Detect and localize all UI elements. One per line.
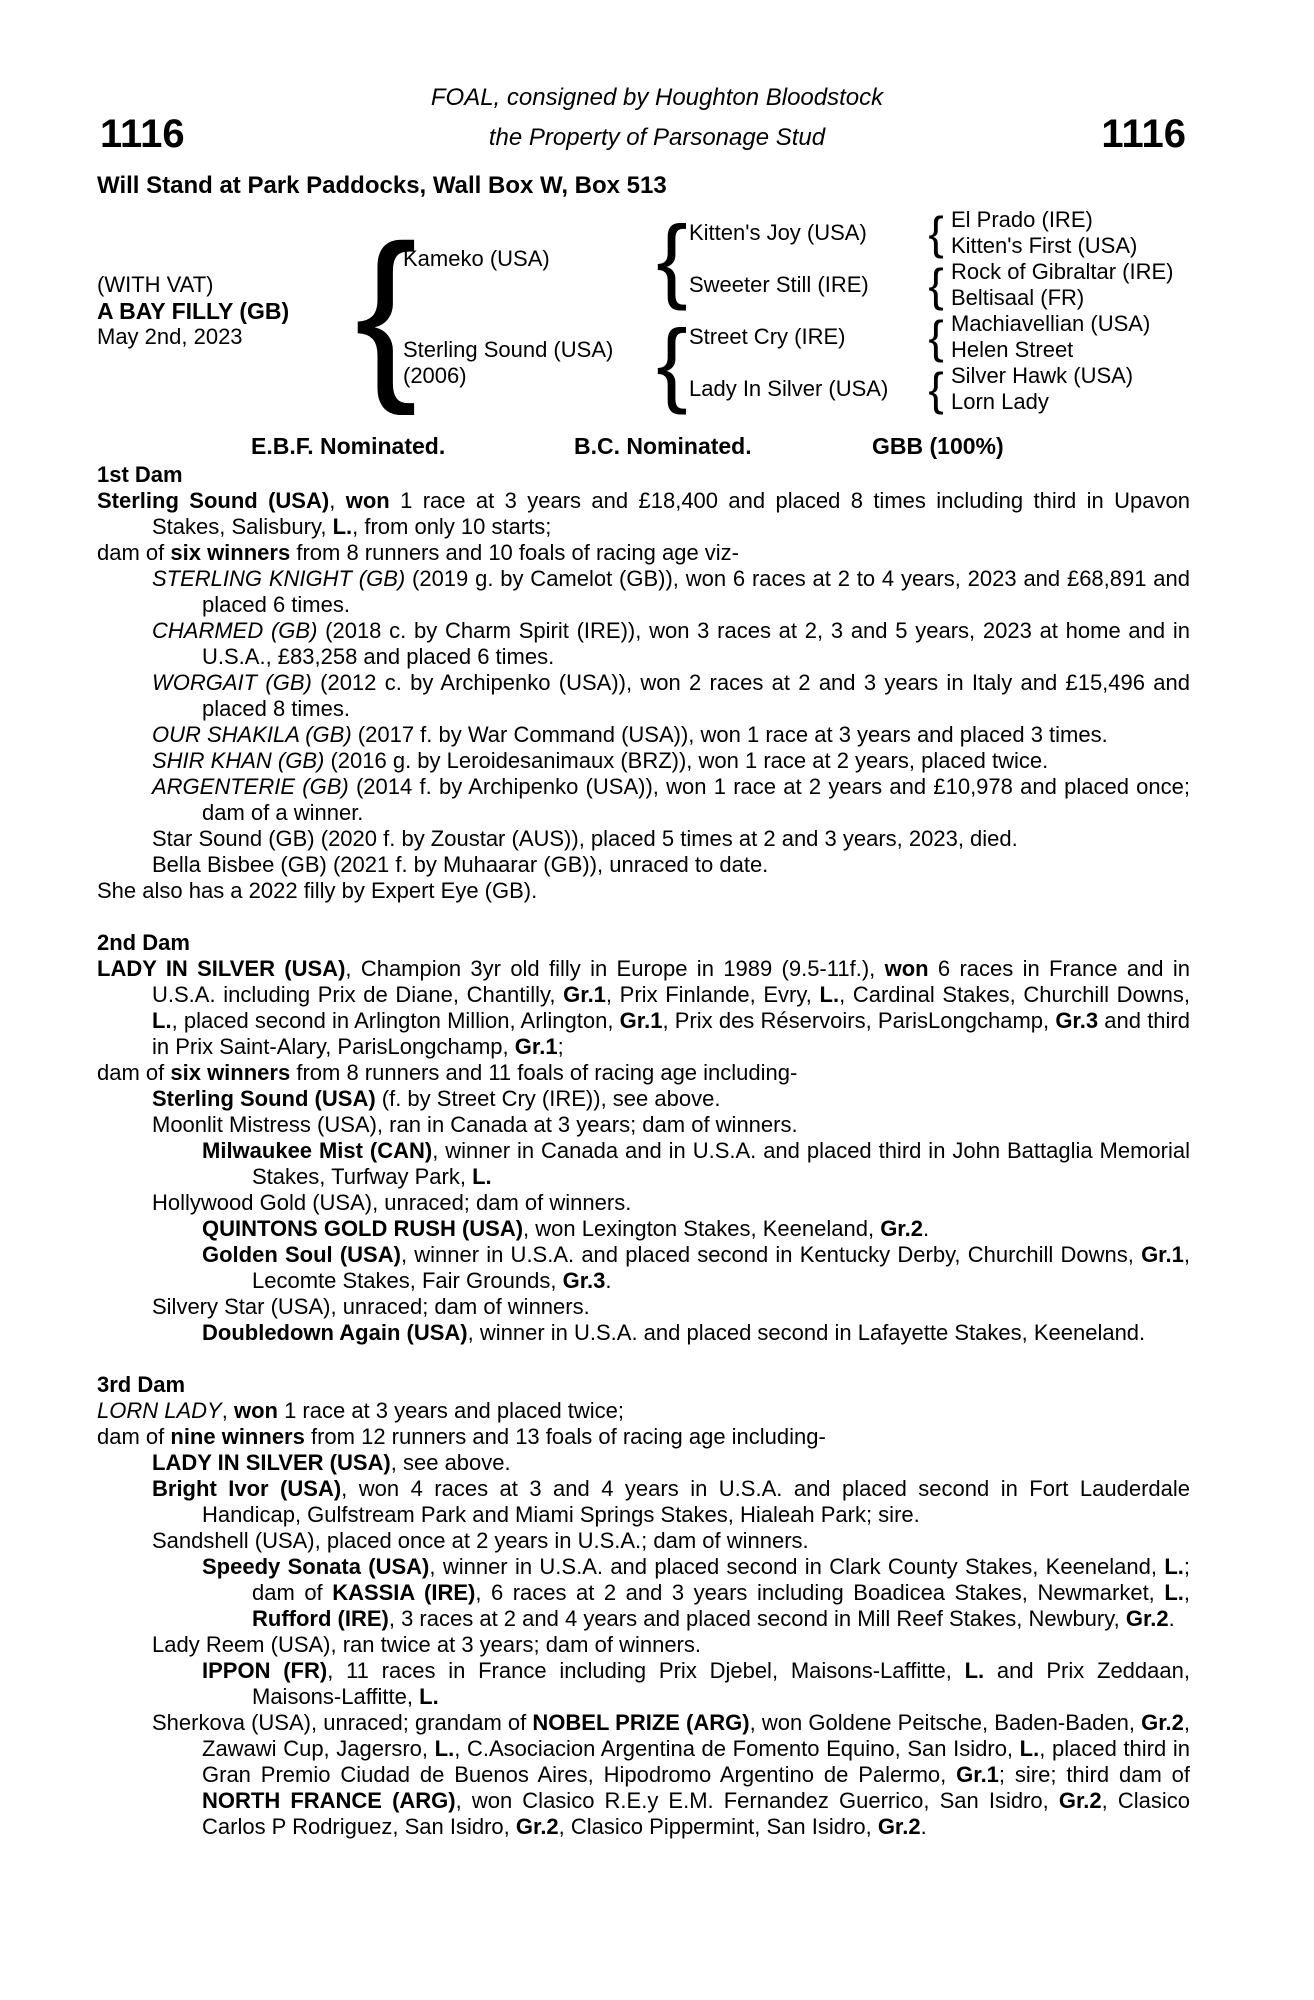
pedigree-paragraph: Sterling Sound (USA), won 1 race at 3 years and £18,400 and placed 8 times including third in Upavon Stakes, Salisbury, L., from only 10 starts; [97, 488, 1191, 539]
pedigree-paragraph: QUINTONS GOLD RUSH (USA), won Lexington Stakes, Keeneland, Gr.2. [202, 1216, 930, 1241]
pedigree-paragraph: Sandshell (USA), placed once at 2 years in U.S.A.; dam of winners. [152, 1528, 809, 1553]
pedigree-paragraph: SHIR KHAN (GB) (2016 g. by Leroidesanimaux (BRZ)), won 1 race at 2 years, placed twice. [152, 748, 1049, 773]
vat-note: (WITH VAT) [97, 272, 214, 297]
subject-info [97, 207, 369, 415]
subject-name: A BAY FILLY (GB) [97, 298, 290, 324]
property-line: the Property of Parsonage Stud [488, 124, 826, 151]
pedigree-ggp-4: Machiavellian (USA) [951, 311, 1151, 336]
pedigree-sire-name: Kameko (USA) [403, 246, 550, 271]
pedigree-paragraph: Bright Ivor (USA), won 4 races at 3 and 4 years in U.S.A. and placed second in Fort Lauderdale Handicap, Gulfstream Park and Miami Springs Stakes, Hialeah Park; sire. [152, 1476, 1190, 1527]
pedigree-paragraph: Doubledown Again (USA), winner in U.S.A. and placed second in Lafayette Stakes, Keeneland. [202, 1320, 1146, 1345]
pedigree-paragraph: dam of nine winners from 12 runners and 13 foals of racing age including- [97, 1424, 826, 1449]
pedigree-sire-sire: Kitten's Joy (USA) [689, 220, 867, 245]
pedigree-paragraph: Milwaukee Mist (CAN), winner in Canada and in U.S.A. and placed third in John Battaglia Memorial Stakes, Turfway Park, L. [202, 1138, 1190, 1189]
pedigree-paragraph: Silvery Star (USA), unraced; dam of winners. [152, 1294, 590, 1319]
pedigree-paragraph: ARGENTERIE (GB) (2014 f. by Archipenko (USA)), won 1 race at 2 years and £10,978 and placed once; dam of a winner. [152, 774, 1190, 825]
pedigree-ggp-3: Beltisaal (FR) [951, 285, 1085, 310]
pedigree-ggp-0: El Prado (IRE) [951, 207, 1093, 232]
brace-icon: { [354, 206, 418, 416]
pedigree-ggp-5: Helen Street [951, 337, 1074, 362]
pedigree-dam-name: Sterling Sound (USA) (2006) [403, 337, 614, 388]
pedigree-paragraph: IPPON (FR), 11 races in France including Prix Djebel, Maisons-Laffitte, L. and Prix Zeddaan, Maisons-Laffitte, L. [202, 1658, 1190, 1709]
brace-icon: { [928, 207, 944, 259]
pedigree-paragraph: LORN LADY, won 1 race at 3 years and placed twice; [97, 1398, 625, 1423]
lot-number-right: 1116 [1101, 112, 1186, 156]
brace-icon: { [928, 363, 944, 415]
consignor-line: FOAL, consigned by Houghton Bloodstock [430, 84, 884, 111]
pedigree-paragraph: Golden Soul (USA), winner in U.S.A. and placed second in Kentucky Derby, Churchill Downs, Gr.1, Lecomte Stakes, Fair Grounds, Gr.3. [202, 1242, 1190, 1293]
stand-location: Will Stand at Park Paddocks, Wall Box W, Box 513 [97, 172, 667, 199]
brace-icon: { [656, 310, 688, 415]
dam-section [97, 930, 1190, 1346]
pedigree-paragraph: dam of six winners from 8 runners and 11 foals of racing age including- [97, 1060, 798, 1085]
dam-section [97, 1372, 1190, 1840]
pedigree-dam-dam: Lady In Silver (USA) [689, 376, 889, 401]
dam-sections [97, 462, 1190, 1840]
brace-icon: { [928, 311, 944, 363]
pedigree-ggp-1: Kitten's First (USA) [951, 233, 1138, 258]
dam-section-heading: 1st Dam [97, 462, 183, 487]
pedigree-paragraph: Sterling Sound (USA) (f. by Street Cry (IRE)), see above. [152, 1086, 721, 1111]
pedigree-paragraph: dam of six winners from 8 runners and 10 foals of racing age viz- [97, 540, 740, 565]
pedigree-paragraph: LADY IN SILVER (USA), Champion 3yr old filly in Europe in 1989 (9.5-11f.), won 6 races in France and in U.S.A. including Prix de Diane, Chantilly, Gr.1, Prix Finlande, Evry, L., Cardinal Stakes, Churchill Downs, L., placed second in Arlington Million, Arlington, Gr.1, Prix des Réservoirs, ParisLongchamp, Gr.3 and third in Prix Saint-Alary, ParisLongchamp, Gr.1; [97, 956, 1191, 1059]
pedigree-paragraph: STERLING KNIGHT (GB) (2019 g. by Camelot (GB)), won 6 races at 2 to 4 years, 2023 and £68,891 and placed 6 times. [152, 566, 1191, 617]
nomination-gbb: GBB (100%) [872, 433, 1004, 459]
nominations-line [97, 433, 1190, 459]
pedigree-sire-dam: Sweeter Still (IRE) [689, 272, 869, 297]
foal-date: May 2nd, 2023 [97, 324, 243, 349]
pedigree-paragraph: CHARMED (GB) (2018 c. by Charm Spirit (IRE)), won 3 races at 2, 3 and 5 years, 2023 at home and in U.S.A., £83,258 and placed 6 times. [152, 618, 1190, 669]
dam-section-heading: 2nd Dam [97, 930, 190, 955]
pedigree-table [97, 207, 1174, 415]
pedigree-paragraph: Moonlit Mistress (USA), ran in Canada at 3 years; dam of winners. [152, 1112, 798, 1137]
pedigree-paragraph: LADY IN SILVER (USA), see above. [152, 1450, 511, 1475]
pedigree-ggp-6: Silver Hawk (USA) [951, 363, 1134, 388]
dam-section [97, 462, 1190, 904]
pedigree-paragraph: WORGAIT (GB) (2012 c. by Archipenko (USA)), won 2 races at 2 and 3 years in Italy and £15,496 and placed 8 times. [152, 670, 1191, 721]
nomination-bc: B.C. Nominated. [574, 433, 752, 459]
pedigree-ggp-7: Lorn Lady [951, 389, 1049, 414]
dam-section-heading: 3rd Dam [97, 1372, 186, 1397]
nomination-ebf: E.B.F. Nominated. [251, 433, 446, 459]
pedigree-paragraph: Sherkova (USA), unraced; grandam of NOBEL PRIZE (ARG), won Goldene Peitsche, Baden-Baden, Gr.2, Zawawi Cup, Jagersro, L., C.Asociacion Argentina de Fomento Equino, San Isidro, L., placed third in Gran Premio Ciudad de Buenos Aires, Hipodromo Argentino de Palermo, Gr.1; sire; third dam of NORTH FRANCE (ARG), won Clasico R.E.y E.M. Fernandez Guerrico, San Isidro, Gr.2, Clasico Carlos P Rodriguez, San Isidro, Gr.2, Clasico Pippermint, San Isidro, Gr.2. [152, 1710, 1191, 1839]
pedigree-paragraph: Speedy Sonata (USA), winner in U.S.A. and placed second in Clark County Stakes, Keeneland, L.; dam of KASSIA (IRE), 6 races at 2 and 3 years including Boadicea Stakes, Newmarket, L., Rufford (IRE), 3 races at 2 and 4 years and placed second in Mill Reef Stakes, Newbury, Gr.2. [202, 1554, 1191, 1631]
pedigree-paragraph: OUR SHAKILA (GB) (2017 f. by War Command (USA)), won 1 race at 3 years and placed 3 times. [152, 722, 1108, 747]
pedigree-paragraph: Bella Bisbee (GB) (2021 f. by Muhaarar (GB)), unraced to date. [152, 852, 769, 877]
brace-icon: { [656, 206, 688, 311]
pedigree-paragraph: She also has a 2022 filly by Expert Eye (GB). [97, 878, 538, 903]
pedigree-dam-sire: Street Cry (IRE) [689, 324, 846, 349]
lot-number-left: 1116 [100, 112, 185, 156]
pedigree-paragraph: Hollywood Gold (USA), unraced; dam of winners. [152, 1190, 632, 1215]
brace-icon: { [928, 259, 944, 311]
pedigree-paragraph: Star Sound (GB) (2020 f. by Zoustar (AUS)), placed 5 times at 2 and 3 years, 2023, died. [152, 826, 1018, 851]
pedigree-paragraph: Lady Reem (USA), ran twice at 3 years; dam of winners. [152, 1632, 701, 1657]
pedigree-ggp-2: Rock of Gibraltar (IRE) [951, 259, 1174, 284]
